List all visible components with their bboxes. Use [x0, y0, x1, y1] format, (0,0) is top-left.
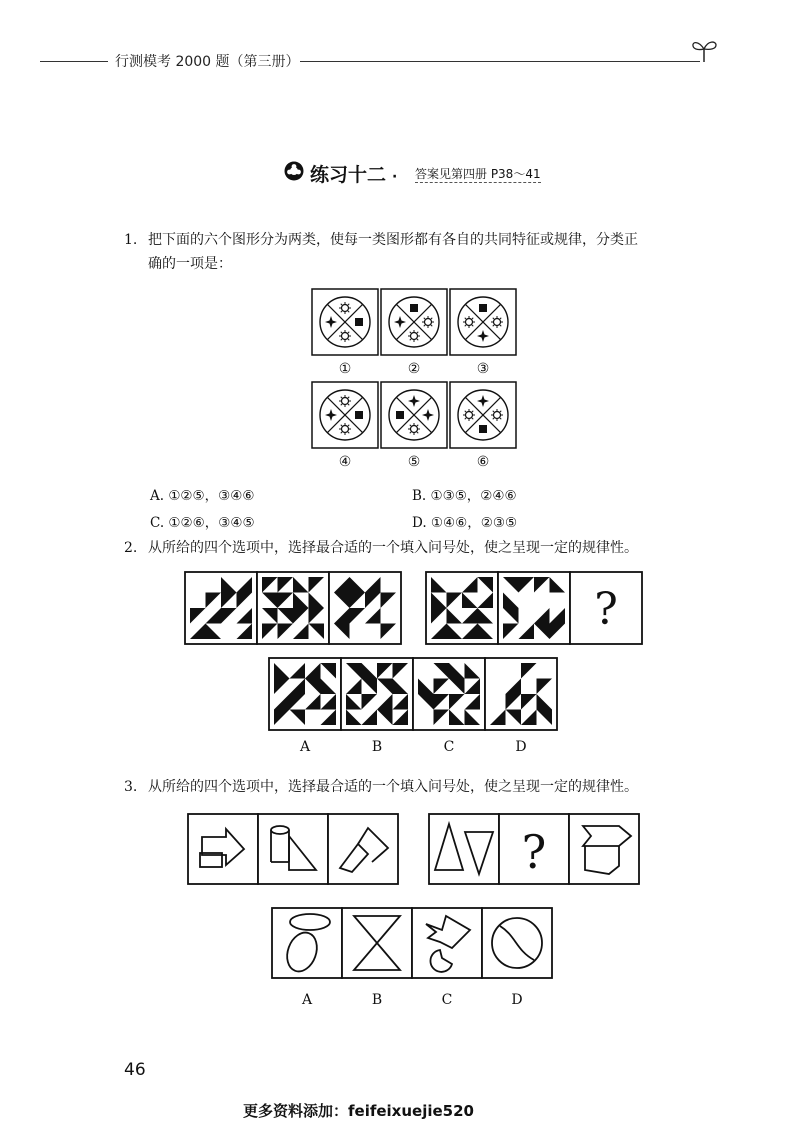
question-3: [124, 776, 744, 798]
question-number: 2.: [124, 540, 138, 556]
section-title: 练习十二 ·: [310, 164, 398, 186]
choice-label: A: [299, 739, 311, 755]
header-rule-left: [40, 61, 108, 62]
q2-panel-5: [498, 572, 570, 644]
q2-choice-b: [341, 658, 413, 755]
choice-label: B: [371, 739, 383, 755]
q3-choice-a: [272, 908, 342, 1008]
header-rule-right: [300, 61, 700, 62]
square-symbol: [479, 425, 487, 433]
q2-choice-d: [485, 658, 557, 755]
option-a[interactable]: A. ①②⑤，③④⑥: [150, 488, 255, 504]
question-text: 从所给的四个选项中，选择最合适的一个填入问号处，使之呈现一定的规律性。: [148, 779, 638, 795]
choice-label: C: [441, 992, 453, 1008]
q2-choice-a: [269, 658, 341, 755]
figure-label: ③: [476, 361, 490, 377]
option-b[interactable]: B. ①③⑤，②④⑥: [412, 488, 517, 504]
panel-frame: [188, 814, 258, 884]
question-number: 1.: [124, 232, 138, 248]
panel-frame: [258, 814, 328, 884]
figure-label: ⑥: [476, 454, 490, 470]
figure-label: ④: [338, 454, 352, 470]
q1-figure-1: [312, 289, 378, 377]
option-d[interactable]: D. ①④⑥，②③⑤: [412, 515, 518, 531]
square-symbol: [410, 304, 418, 312]
question-2: [124, 537, 744, 559]
q3-choice-c: [412, 908, 482, 1008]
q2-panel-2: [257, 572, 329, 644]
choice-label: C: [443, 739, 455, 755]
question-1-line2: 确的一项是：: [148, 256, 232, 272]
page-number: 46: [124, 1060, 146, 1080]
q2-choice-c: [413, 658, 485, 755]
q3-panel-6: [569, 814, 639, 884]
q1-figure-6: [450, 382, 516, 470]
square-symbol: [355, 411, 363, 419]
question-text: 从所给的四个选项中，选择最合适的一个填入问号处，使之呈现一定的规律性。: [148, 540, 638, 556]
question-1: [124, 229, 724, 251]
footer-note: 更多资料添加：feifeixuejie520: [243, 1102, 474, 1120]
q3-panel-2: [258, 814, 328, 884]
book-title: 行测模考 2000 题（第三册）: [111, 51, 304, 71]
figure-label: ②: [407, 361, 421, 377]
q1-figure-4: [312, 382, 378, 470]
q1-figure-3: [450, 289, 516, 377]
q2-panel-3: [329, 572, 401, 644]
panel-frame: [412, 908, 482, 978]
flower-icon: [283, 160, 305, 182]
q2-panel-4: [426, 572, 498, 644]
q3-choice-b: [342, 908, 412, 1008]
q3-panel-5: [499, 814, 569, 884]
square-symbol: [396, 411, 404, 419]
choice-label: D: [511, 992, 523, 1008]
choice-label: D: [515, 739, 527, 755]
q3-figure: [186, 812, 646, 1012]
q2-panel-6: [570, 572, 642, 644]
q3-panel-4: [429, 814, 499, 884]
q3-choice-d: [482, 908, 552, 1008]
q1-figure-5: [381, 382, 447, 470]
q2-figure: [183, 569, 653, 759]
square-symbol: [355, 318, 363, 326]
q3-panel-1: [188, 814, 258, 884]
square-symbol: [479, 304, 487, 312]
q2-panel-1: [185, 572, 257, 644]
figure-label: ⑤: [407, 454, 421, 470]
q1-figure-2: [381, 289, 447, 377]
q1-figure-grid: [310, 287, 520, 472]
choice-label: B: [371, 992, 383, 1008]
question-mark: ?: [594, 584, 618, 635]
option-c[interactable]: C. ①②⑥，③④⑤: [150, 515, 255, 531]
question-text: 把下面的六个图形分为两类，使每一类图形都有各自的共同特征或规律，分类正: [148, 232, 638, 248]
sprout-icon: [690, 36, 720, 64]
question-mark: ?: [521, 825, 547, 879]
panel-frame: [429, 814, 499, 884]
choice-label: A: [301, 992, 313, 1008]
answer-reference: 答案见第四册 P38～41: [415, 167, 541, 181]
question-number: 3.: [124, 779, 138, 795]
q3-panel-3: [328, 814, 398, 884]
figure-label: ①: [338, 361, 352, 377]
